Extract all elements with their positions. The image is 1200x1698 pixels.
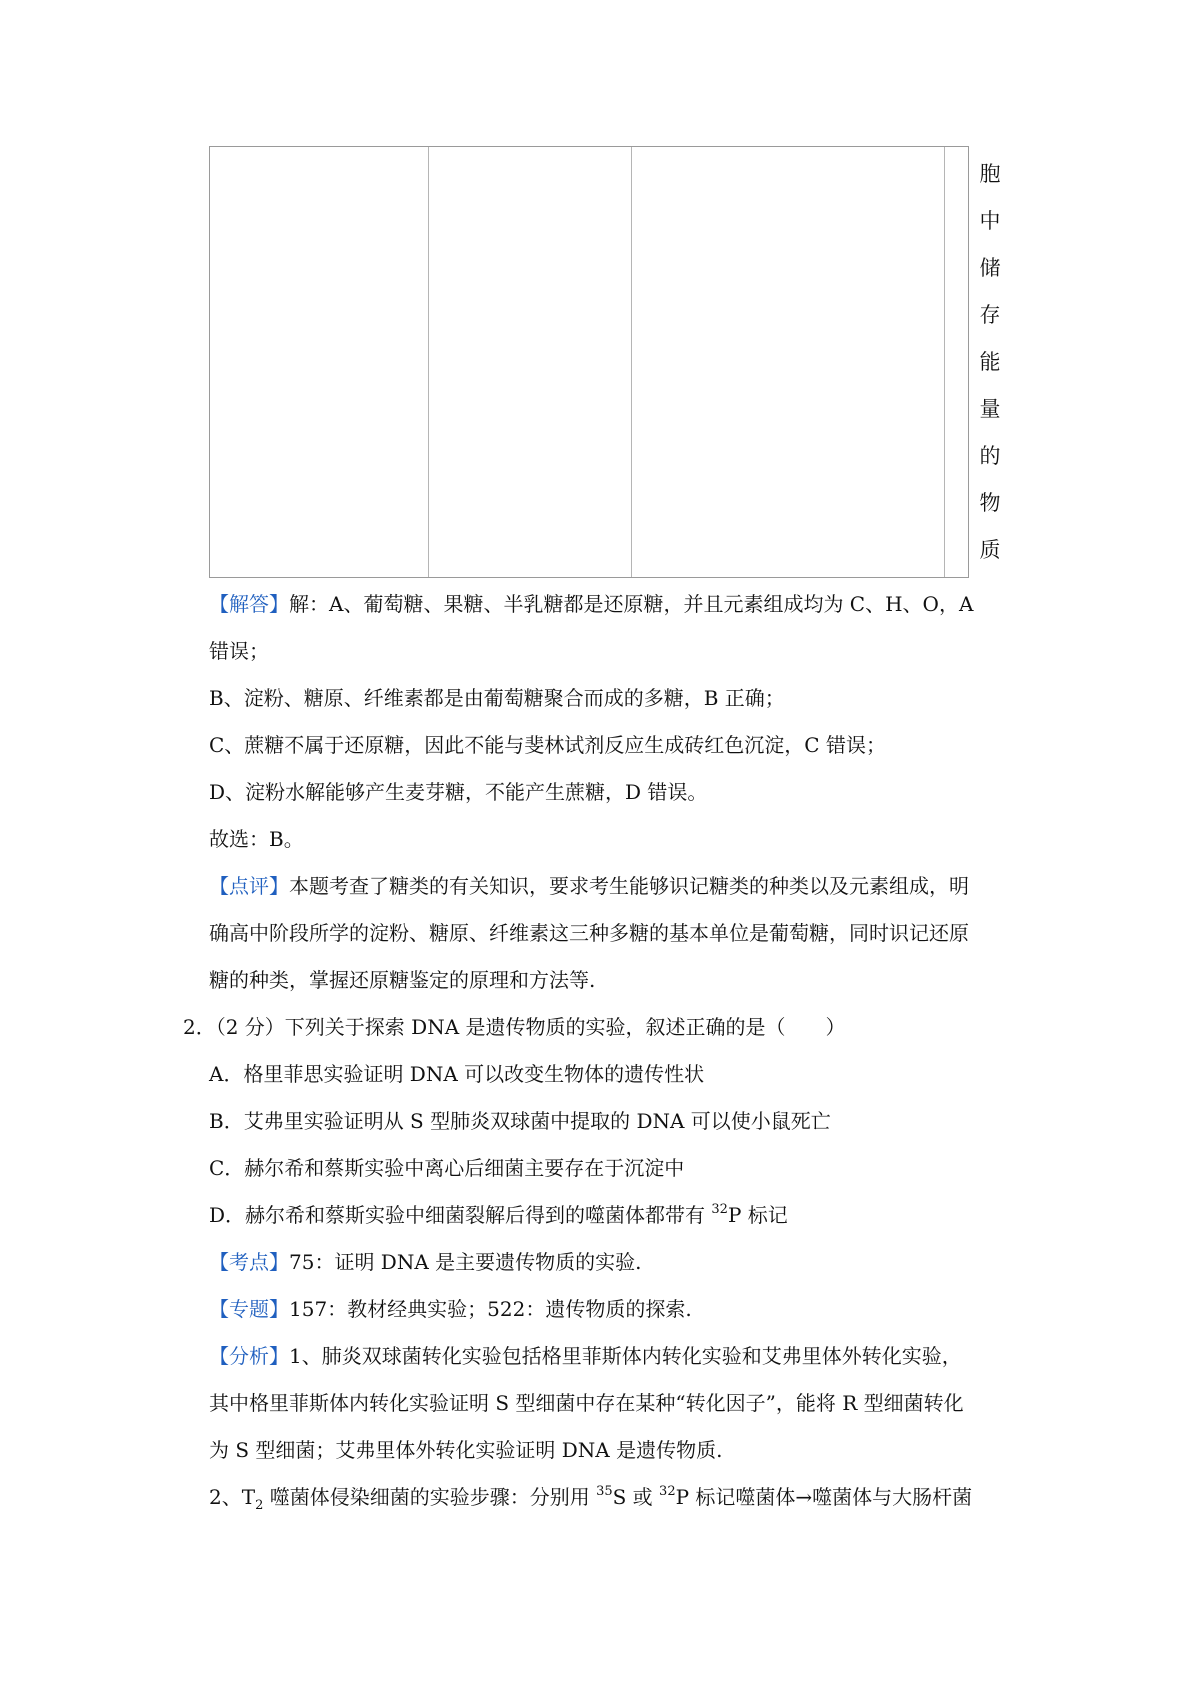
comment-line: 确高中阶段所学的淀粉、糖原、纤维素这三种多糖的基本单位是葡萄糖，同时识记还原: [209, 921, 969, 945]
option-c: C．赫尔希和蔡斯实验中离心后细菌主要存在于沉淀中: [209, 1156, 685, 1180]
option-b: B．艾弗里实验证明从 S 型肺炎双球菌中提取的 DNA 可以使小鼠死亡: [209, 1109, 831, 1133]
kaodian-line: 【考点】75：证明 DNA 是主要遗传物质的实验.: [209, 1250, 642, 1274]
table-fragment: [209, 146, 969, 578]
table-cell-char: 中: [979, 209, 1001, 233]
comment-line: 糖的种类，掌握还原糖鉴定的原理和方法等.: [209, 968, 596, 992]
table-cell-char: 质: [979, 538, 1001, 562]
zhuanti-line: 【专题】157：教材经典实验；522：遗传物质的探索.: [209, 1297, 692, 1321]
answer-line: B、淀粉、糖原、纤维素都是由葡萄糖聚合而成的多糖，B 正确；: [209, 686, 785, 710]
table-cell-char: 存: [979, 303, 1001, 327]
table-cell-char: 量: [979, 397, 1001, 421]
fenxi-line: 2、$T_2$ 噬菌体侵染细菌的实验步骤：分别用 $^{35}$S 或 $^{32}$P 标记噬菌体→噬菌体与大肠杆菌: [209, 1484, 973, 1513]
fenxi-line: 为 S 型细菌；艾弗里体外转化实验证明 DNA 是遗传物质.: [209, 1438, 723, 1462]
table-cell-char: 能: [979, 350, 1001, 374]
comment-tag: 【点评】: [209, 874, 289, 898]
zhuanti-tag: 【专题】: [209, 1297, 289, 1321]
table-column-divider: [631, 147, 632, 577]
fenxi-tag: 【分析】: [209, 1344, 289, 1368]
answer-line: 错误；: [209, 639, 269, 663]
comment-line: [209, 873, 969, 899]
answer-line: D、淀粉水解能够产生麦芽糖，不能产生蔗糖，D 错误。: [209, 780, 708, 804]
answer-tag: 【解答】: [209, 592, 289, 616]
fenxi-line: 其中格里菲斯体内转化实验证明 S 型细菌中存在某种“转化因子”，能将 R 型细菌转化: [209, 1391, 964, 1415]
answer-line: C、蔗糖不属于还原糖，因此不能与斐林试剂反应生成砖红色沉淀，C 错误；: [209, 733, 886, 757]
table-column-divider: [428, 147, 429, 577]
question-stem: 2．（2 分）下列关于探索 DNA 是遗传物质的实验，叙述正确的是（ ）: [183, 1015, 846, 1039]
option-a: A．格里菲思实验证明 DNA 可以改变生物体的遗传性状: [209, 1062, 705, 1086]
table-cell-char: 储: [979, 256, 1001, 280]
kaodian-tag: 【考点】: [209, 1250, 289, 1274]
fenxi-line: 【分析】1、肺炎双球菌转化实验包括格里菲斯体内转化实验和艾弗里体外转化实验，: [209, 1344, 962, 1368]
answer-line: [209, 591, 973, 617]
table-cell-char: 的: [979, 444, 1001, 468]
answer-line: 故选：B。: [209, 827, 304, 851]
table-column-divider: [944, 147, 945, 577]
option-d: D．赫尔希和蔡斯实验中细菌裂解后得到的噬菌体都带有 $^{32}$P 标记: [209, 1202, 788, 1227]
table-cell-char: 物: [979, 491, 1001, 515]
comment-text: 本题考查了糖类的有关知识，要求考生能够识记糖类的种类以及元素组成，明: [289, 874, 969, 898]
table-cell-char: 胞: [979, 162, 1001, 186]
answer-text: 解：A、葡萄糖、果糖、半乳糖都是还原糖，并且元素组成均为 C、H、O，A: [289, 592, 974, 616]
